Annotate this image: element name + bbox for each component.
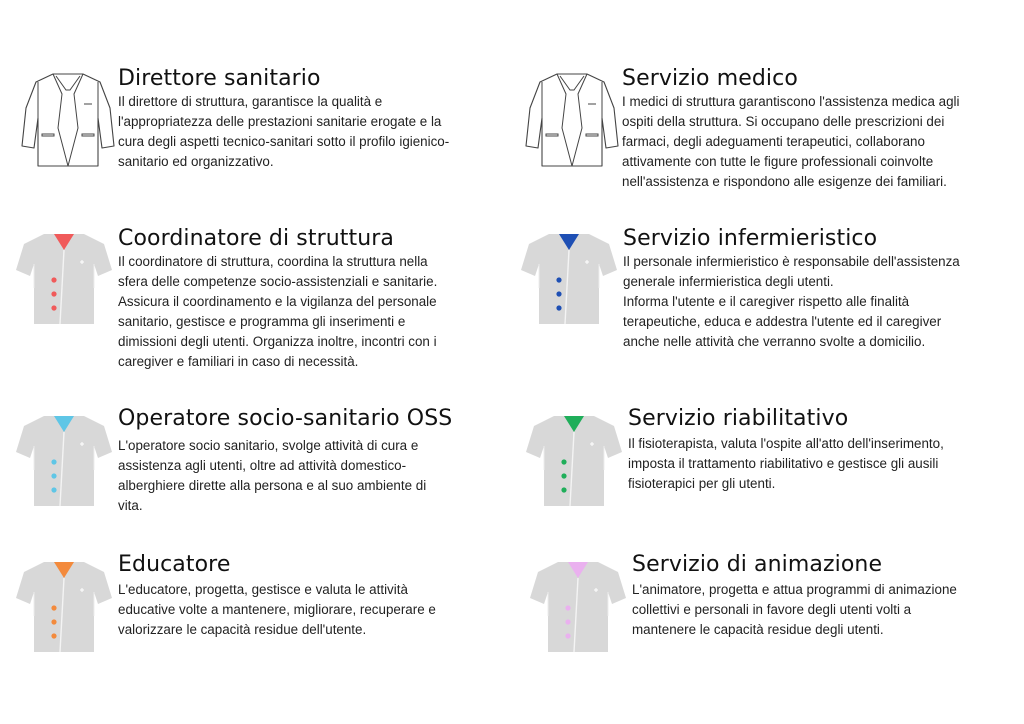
role-title: Servizio riabilitativo [628,406,849,431]
role-title: Coordinatore di struttura [118,226,394,251]
role-title: Servizio di animazione [632,552,883,577]
uniform-pink-icon [528,556,628,656]
uniform-green-icon [524,410,624,510]
role-title: Servizio medico [622,66,798,91]
role-title: Educatore [118,552,231,577]
role-description: Il fisioterapista, valuta l'ospite all'atto dell'inserimento, imposta il trattamento riabilitativo e gestisce gli ausili fisioterapici per gli utenti. [628,436,944,491]
role-title: Servizio infermieristico [623,226,878,251]
role-description: Il coordinatore di struttura, coordina la struttura nella sfera delle competenze socio-assistenziali e sanitarie. Assicura il coordinamento e la vigilanza del personale sanitario, gestisce e programma gli inserimenti e dimissioni degli utenti. Organizza inoltre, incontri con i caregiver e familiari in caso di necessità. [118,254,438,369]
white-coat-icon [18,68,118,168]
role-description: Il direttore di struttura, garantisce la qualità e l'appropriatezza delle prestazioni sanitarie erogate e la cura degli aspetti tecnico-sanitari sotto il profilo igienico- sanitario ed organizzativo. [118,94,450,169]
role-description: L'operatore socio sanitario, svolge attività di cura e assistenza agli utenti, oltre ad attività domestico- alberghiere dirette alla persona e al suo ambiente di vita. [118,438,427,513]
role-description: L'animatore, progetta e attua programmi di animazione collettivi e personali in favore degli utenti volti a mantenere le capacità residue degli utenti. [632,582,957,637]
uniform-orange-icon [14,556,114,656]
uniform-red-icon [14,228,114,328]
role-title: Operatore socio-sanitario OSS [118,406,453,431]
role-description: I medici di struttura garantiscono l'assistenza medica agli ospiti della struttura. Si occupano delle prescrizioni dei farmaci, degli adeguamenti terapeutici, collaborano attivamente con tutte le figure professionali coinvolte nell'assistenza e rispondono alle esigenze dei familiari. [622,94,960,189]
uniform-lightblue-icon [14,410,114,510]
role-description: L'educatore, progetta, gestisce e valuta le attività educative volte a mantenere, migliorare, recuperare e valorizzare le capacità residue dell'utente. [118,582,436,637]
role-title: Direttore sanitario [118,66,321,91]
uniform-blue-icon [519,228,619,328]
role-description: Il personale infermieristico è responsabile dell'assistenza generale infermieristica degli utenti. Informa l'utente e il caregiver rispetto alle finalità terapeutiche, educa e addestra l'utente ed il caregiver anche nelle attività che verranno svolte a domicilio. [623,254,960,349]
white-coat-icon [522,68,622,168]
